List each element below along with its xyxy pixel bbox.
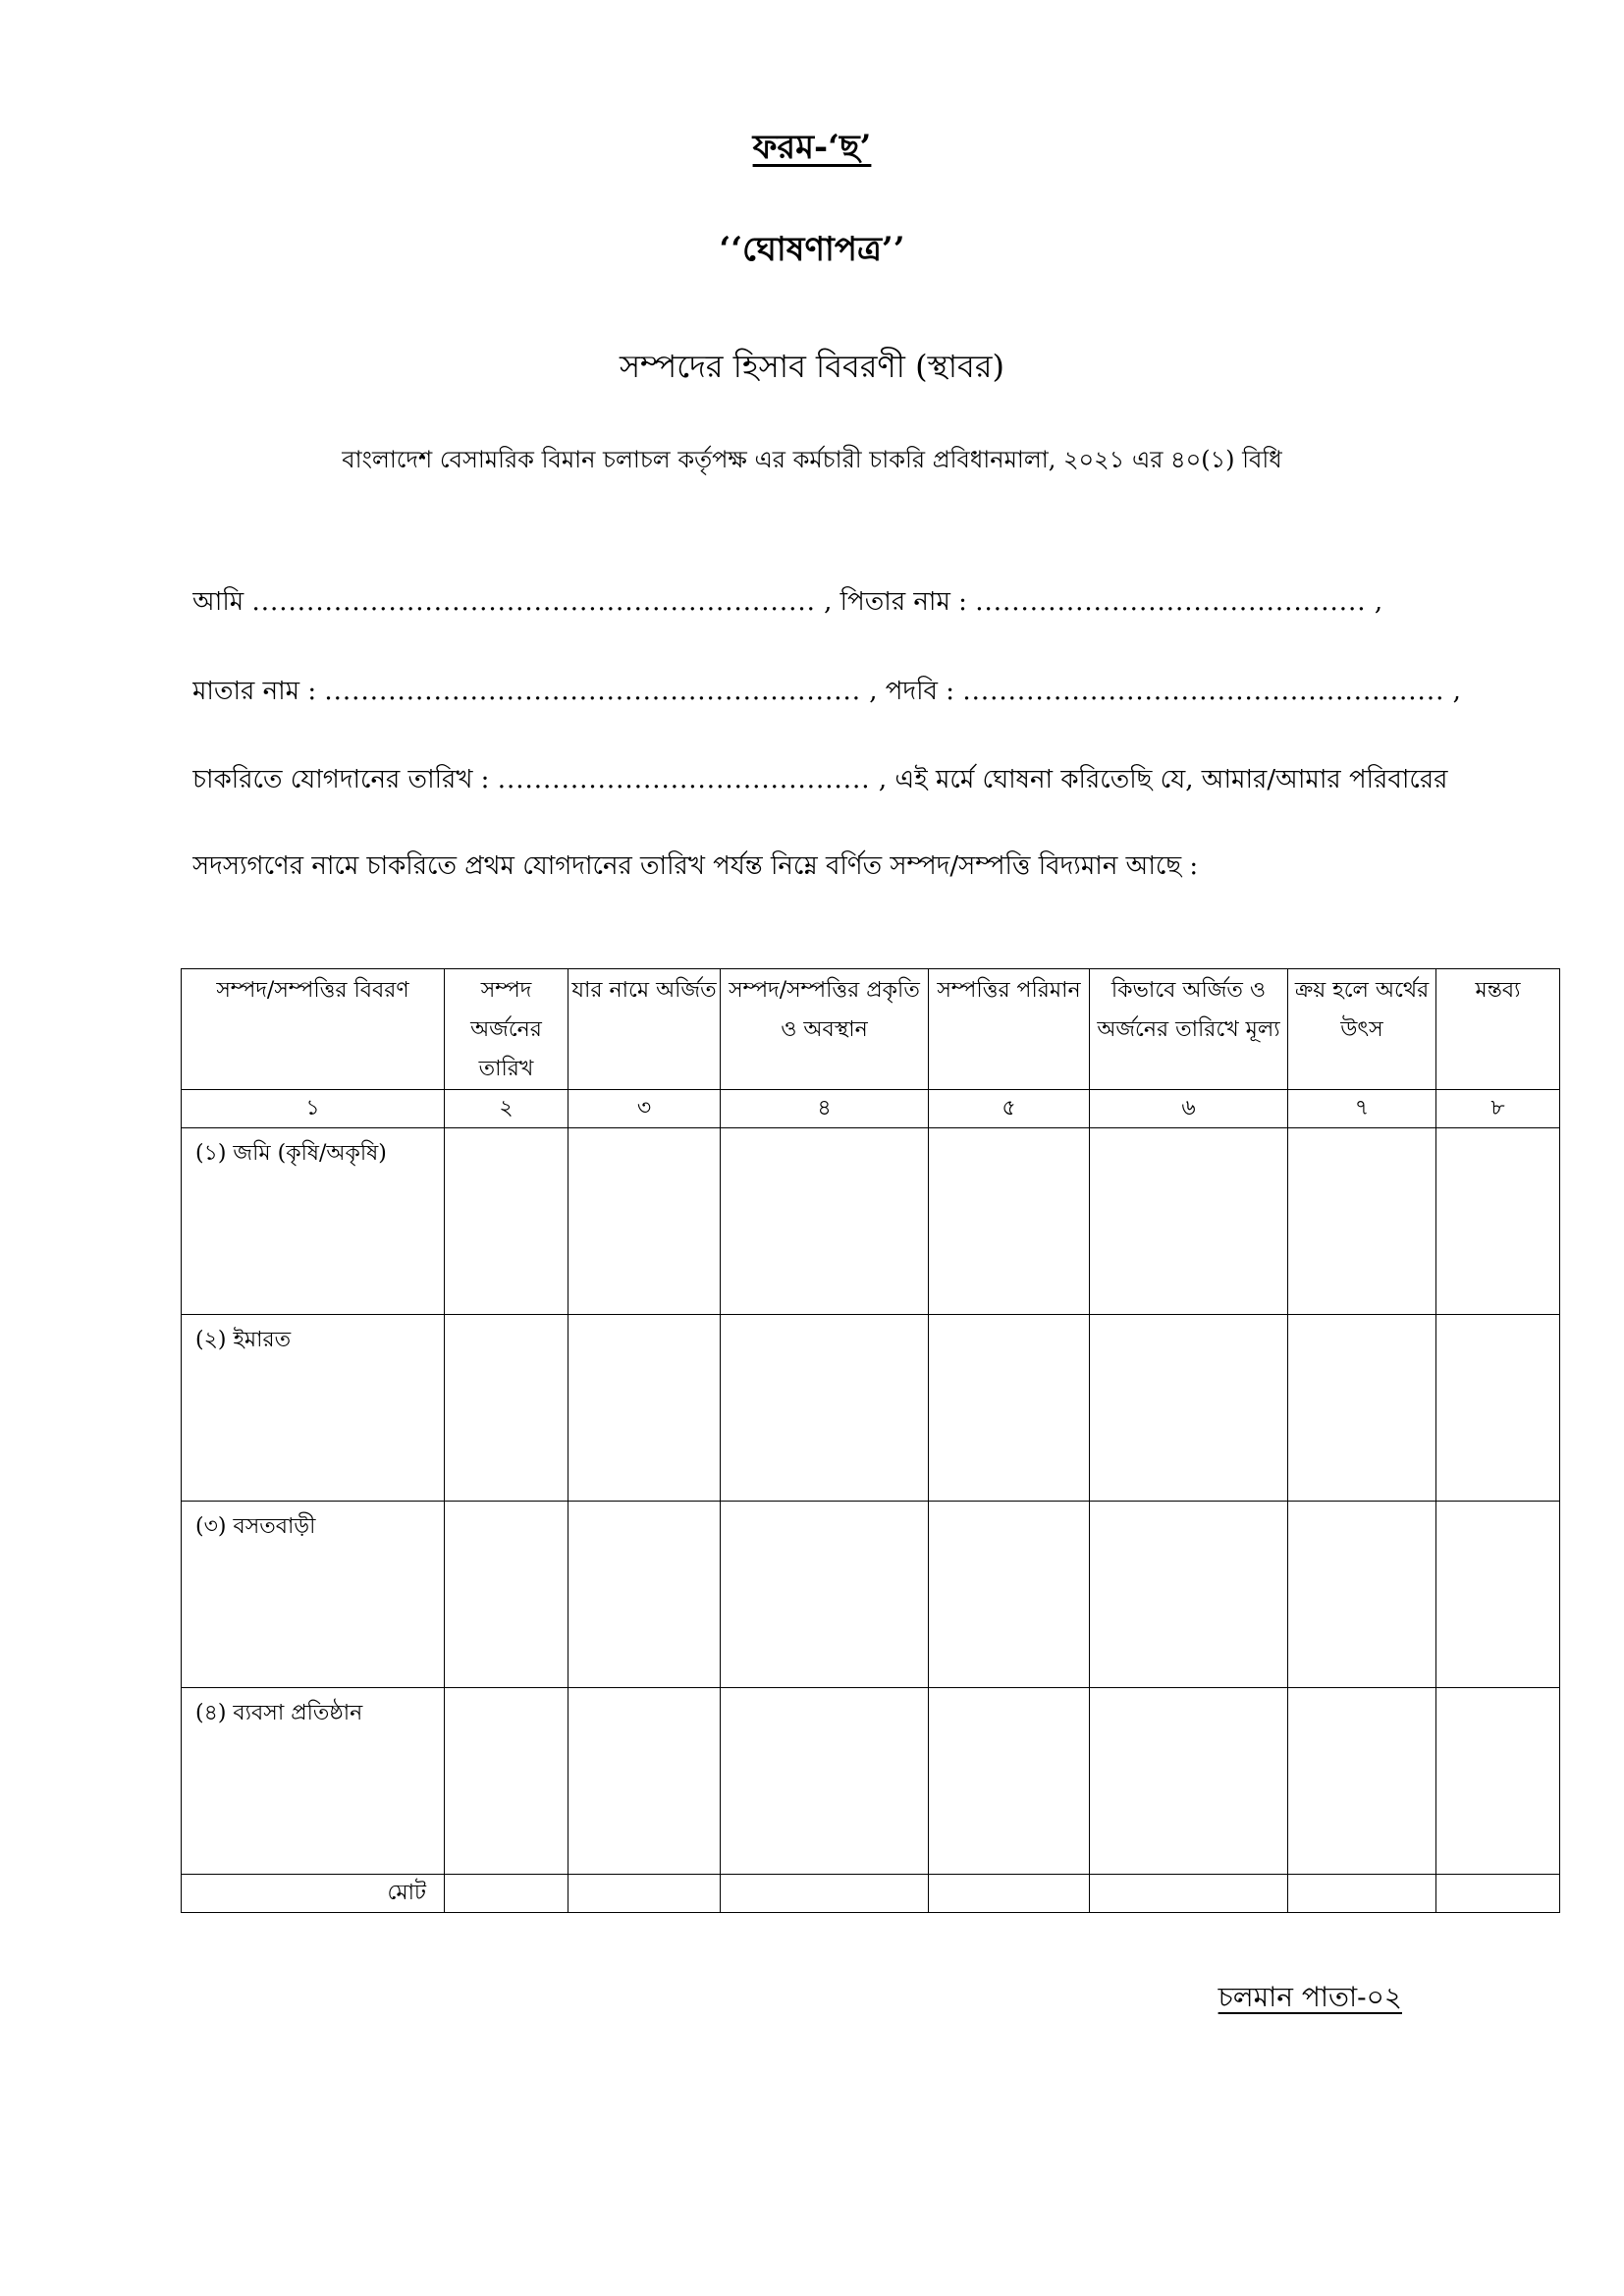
column-number: ৪: [721, 1090, 929, 1128]
table-cell[interactable]: [1288, 1315, 1436, 1502]
column-number: ৬: [1090, 1090, 1288, 1128]
table-cell[interactable]: [1090, 1128, 1288, 1315]
column-number-row: [182, 1090, 1560, 1128]
joining-date-field[interactable]: .........................................: [497, 765, 871, 794]
designation-label: , পদবি :: [869, 677, 955, 706]
mother-name-label: মাতার নাম :: [192, 677, 317, 706]
declaration-line-statement: সদস্যগণের নামে চাকরিতে প্রথম যোগদানের তারিখ পর্যন্ত নিম্নে বর্ণিত সম্পদ/সম্পত্তি বিদ্যমান আছে :: [192, 851, 1199, 881]
table-cell[interactable]: [445, 1875, 568, 1913]
table-cell[interactable]: [1090, 1875, 1288, 1913]
document-title: ‘‘ঘোষণাপত্র’’: [719, 230, 905, 269]
table-header-row: [182, 969, 1560, 1090]
column-number: ৮: [1436, 1090, 1560, 1128]
column-header-how-acquired-value: কিভাবে অর্জিত ও অর্জনের তারিখে মূল্য: [1090, 969, 1288, 1090]
father-name-label: , পিতার নাম :: [824, 587, 967, 617]
column-header-quantity: সম্পত্তির পরিমান: [929, 969, 1090, 1090]
total-label: মোট: [182, 1875, 445, 1913]
table-cell[interactable]: [1436, 1128, 1560, 1315]
table-cell[interactable]: [1436, 1502, 1560, 1688]
table-cell[interactable]: [445, 1502, 568, 1688]
column-number: ১: [182, 1090, 445, 1128]
table-cell[interactable]: [929, 1502, 1090, 1688]
column-number: ৫: [929, 1090, 1090, 1128]
form-code: ফরম-‘ছ’: [752, 128, 872, 167]
table-cell[interactable]: [568, 1315, 721, 1502]
designation-field[interactable]: .....................................................: [962, 677, 1445, 706]
joining-date-label: চাকরিতে যোগদানের তারিখ :: [192, 765, 490, 794]
column-header-nature-location: সম্পদ/সম্পত্তির প্রকৃতি ও অবস্থান: [721, 969, 929, 1090]
column-number: ৩: [568, 1090, 721, 1128]
i-label: আমি: [192, 587, 244, 617]
table-cell[interactable]: [1436, 1315, 1560, 1502]
table-cell[interactable]: [1090, 1688, 1288, 1875]
father-name-field[interactable]: ...........................................: [975, 587, 1367, 617]
table-row-land: [182, 1128, 1560, 1315]
table-cell[interactable]: [721, 1688, 929, 1875]
table-row-building: [182, 1315, 1560, 1502]
table-row-business: [182, 1688, 1560, 1875]
table-row-residence: [182, 1502, 1560, 1688]
column-number: ৭: [1288, 1090, 1436, 1128]
table-cell[interactable]: [1288, 1875, 1436, 1913]
name-field[interactable]: ..............................................................: [251, 587, 816, 617]
table-cell[interactable]: [721, 1128, 929, 1315]
column-header-acquisition-date: সম্পদ অর্জনের তারিখ: [445, 969, 568, 1090]
table-cell[interactable]: [445, 1128, 568, 1315]
table-cell[interactable]: [1436, 1688, 1560, 1875]
column-header-remarks: মন্তব্য: [1436, 969, 1560, 1090]
row-label-building: (২) ইমারত: [182, 1315, 445, 1502]
table-cell[interactable]: [1090, 1502, 1288, 1688]
table-cell[interactable]: [568, 1688, 721, 1875]
running-page-note: চলমান পাতা-০২: [1218, 1981, 1402, 2013]
table-cell[interactable]: [1288, 1128, 1436, 1315]
table-cell[interactable]: [929, 1688, 1090, 1875]
column-number: ২: [445, 1090, 568, 1128]
table-row-total: [182, 1875, 1560, 1913]
table-cell[interactable]: [445, 1688, 568, 1875]
declaration-line-mother: [192, 671, 1508, 714]
mother-name-field[interactable]: ...........................................................: [324, 677, 862, 706]
table-cell[interactable]: [1288, 1688, 1436, 1875]
table-cell[interactable]: [568, 1502, 721, 1688]
declaration-line-joining: [192, 759, 1508, 802]
table-cell[interactable]: [929, 1875, 1090, 1913]
column-header-fund-source: ক্রয় হলে অর্থের উৎস: [1288, 969, 1436, 1090]
row-label-residence: (৩) বসতবাড়ী: [182, 1502, 445, 1688]
table-cell[interactable]: [929, 1128, 1090, 1315]
declaration-line-name: [192, 581, 1508, 625]
line-end-comma: ,: [1452, 677, 1461, 706]
table-cell[interactable]: [568, 1128, 721, 1315]
table-cell[interactable]: [445, 1315, 568, 1502]
table-cell[interactable]: [1288, 1502, 1436, 1688]
regulation-reference: বাংলাদেশ বেসামরিক বিমান চলাচল কর্তৃপক্ষ এর কর্মচারী চাকরি প্রবিধানমালা, ২০২১ এর ৪০(১) বিধি: [342, 446, 1282, 473]
asset-table: [181, 968, 1560, 1913]
table-cell[interactable]: [929, 1315, 1090, 1502]
row-label-land: (১) জমি (কৃষি/অকৃষি): [182, 1128, 445, 1315]
table-cell[interactable]: [568, 1875, 721, 1913]
declare-text: , এই মর্মে ঘোষনা করিতেছি যে, আমার/আমার পরিবারের: [878, 765, 1448, 794]
column-header-description: সম্পদ/সম্পত্তির বিবরণ: [182, 969, 445, 1090]
line-end-comma: ,: [1374, 587, 1383, 617]
table-cell[interactable]: [1436, 1875, 1560, 1913]
table-cell[interactable]: [721, 1315, 929, 1502]
table-cell[interactable]: [721, 1502, 929, 1688]
row-label-business: (৪) ব্যবসা প্রতিষ্ঠান: [182, 1688, 445, 1875]
table-cell[interactable]: [721, 1875, 929, 1913]
table-cell[interactable]: [1090, 1315, 1288, 1502]
document-subtitle: সম্পদের হিসাব বিবরণী (স্থাবর): [620, 348, 1004, 385]
column-header-acquired-in-name: যার নামে অর্জিত: [568, 969, 721, 1090]
